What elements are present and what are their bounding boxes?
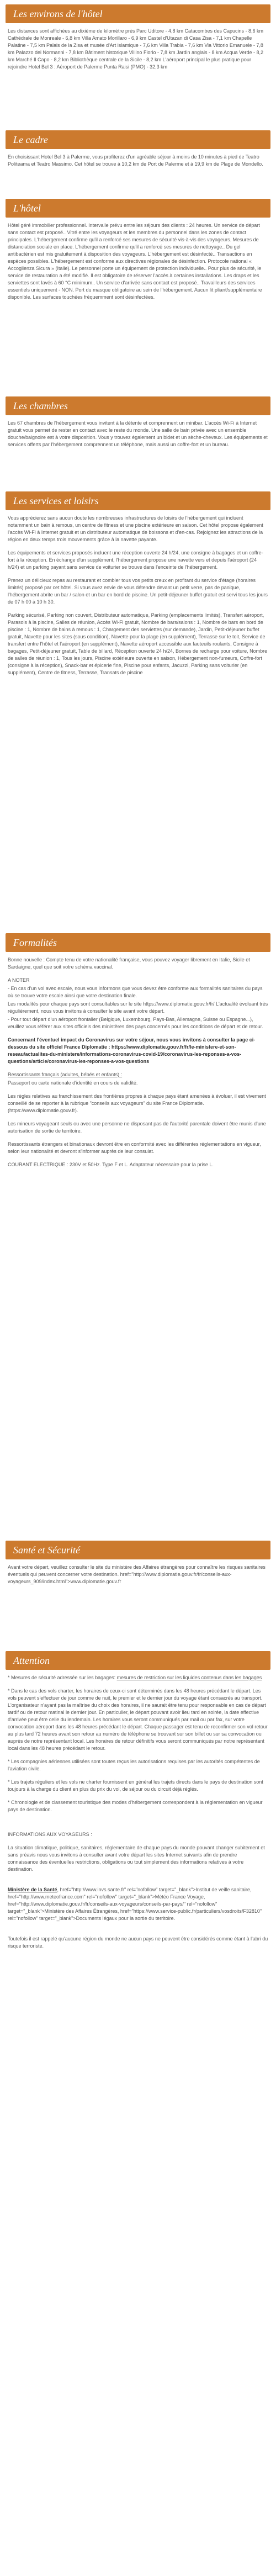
- paragraph: - En cas d'un vol avec escale, nous vous informons que vous devez être conforme aux formalités sanitaires du pays où se trouve votre escale ainsi que votre destination finale.: [8, 986, 263, 998]
- paragraph: Ressortissants étrangers et binationaux devront être en conformité avec les différentes réglementations en vigueur, selon leur nationalité et devront s'informer auprès de leur consulat.: [8, 1141, 261, 1154]
- paragraph: [8, 1674, 268, 1681]
- section-heading: Le cadre: [6, 130, 270, 149]
- section-sante: [0, 1541, 276, 1591]
- section-heading: Formalités: [6, 933, 270, 952]
- section-chambres: [0, 396, 276, 454]
- paragraph: INFORMATIONS AUX VOYAGEURS :: [8, 1832, 92, 1837]
- section-heading: Santé et Sécurité: [6, 1541, 270, 1559]
- section-formalites: [0, 933, 276, 1175]
- paragraph: Passeport ou carte nationale d'identité en cours de validité.: [8, 1080, 138, 1086]
- paragraph: * Les compagnies aériennes utilisées sont toutes reçus les autorisations requises par les autorités compétentes de l'aviation civile.: [8, 1759, 260, 1771]
- section-services: [0, 491, 276, 683]
- liquids-link[interactable]: mesures de restriction sur les liquides contenus dans les bagages: [116, 1675, 262, 1680]
- paragraph: Prenez un délicieux repas au restaurant et combler tous vos petits creux en profitant du service d'étage (horaires limités) proposé par cet hôtel. Si vous avez envie de vous détendre devant un petit verre, pas de panique, l'hébergement abrite un bar / salon et un bar en bord de piscine. Un petit-déjeuner buffet gratuit est servi tous les jours de 07 h 00 à 10 h 30.: [8, 578, 268, 605]
- section-cadre: [0, 130, 276, 174]
- paragraph: Toutefois il est rappelé qu'aucune région du monde ne aucun pays ne peuvent être considérés comme étant à l'abri du risque terroriste.: [8, 1936, 268, 1949]
- section-heading: L'hôtel: [6, 199, 270, 218]
- sante-link[interactable]: Ministère de la Santé: [8, 1887, 57, 1892]
- text: * Mesures de sécurité adressée sur les bagages:: [8, 1675, 117, 1680]
- paragraph: A NOTER: [8, 977, 30, 983]
- section-heading: Les environs de l'hôtel: [6, 4, 270, 23]
- paragraph: Les mineurs voyageant seuls ou avec une personne ne disposant pas de l'autorité parentale doivent être munis d'une autorisation de sortie de territoire.: [8, 1121, 266, 1134]
- paragraph: - Pour tout départ d'un aéroport frontalier (Belgique, Luxembourg, Pays-Bas, Allemagne, Suisse ou Espagne...), veuillez vous référer aux sites officiels des ministères des pays concernés pour les conditions de départ et de retour.: [8, 1017, 263, 1029]
- paragraph: Les règles relatives au franchissement des frontières propres à chaque pays étant amenées à évoluer, il est vivement conseillé de se reporter à la rubrique "conseils aux voyageurs" du site France Diplomatie.(https://www.diplomatie.gouv.fr).: [8, 1093, 266, 1113]
- paragraph-underline: Ressortissants français (adultes, bébés et enfants) :: [8, 1072, 123, 1077]
- text: , href="http://www.invs.sante.fr" rel="nofollow" target="_blank">Institut de veille sanitaire, href="http://www.meteofrance.com" rel="nofollow" target="_blank">Météo France Voyage, href="http://www.diplomatie.gouv.fr/fr/conseils-aux-voyageurs/conseils-par-pays/" rel="nofollow" target="_blank">Ministère des Affaires Étrangères, href="https://www.service-public.fr/particuliers/vosdroits/F32810" rel="nofollow" target="_blank">Documents légaux pour la sortie du territoire.: [8, 1887, 262, 1921]
- paragraph: La situation climatique, politique, sanitaires, réglementaire de chaque pays du monde pouvant changer subitement et sans préavis nous vous invitons à consulter avant votre départ les sites Internet suivants afin de prendre connaissance des éventuelles restrictions, obligations ou tout simplement des informations relatives à votre destination.: [8, 1845, 265, 1872]
- section-heading: Attention: [6, 1651, 270, 1670]
- paragraph: Les modalités pour chaque pays sont consultables sur le site https://www.diplomatie.gouv.fr/fr/ L'actualité évoluant très régulièrement, nous vous invitons à consulter le site avant votre départ.: [8, 1001, 268, 1014]
- section-attention: [0, 1651, 276, 1956]
- section-environs: [0, 4, 276, 77]
- paragraph: Avant votre départ, veuillez consulter le site du ministère des Affaires étrangères pour connaître les risques sanitaires éventuels qui peuvent concerner votre destination. href="http://www.diplomatie.gouv.fr/fr/conseils-aux-voyageurs_909/index.html">www.diplomatie.gouv.fr: [8, 1564, 266, 1584]
- paragraph: Vous apprécierez sans aucun doute les nombreuses infrastructures de loisirs de l'hébergement qui incluent notamment un bain à remous, un centre de fitness et une piscine extérieure en saison. Cet hôtel propose également l'accès Wi-Fi à Internet gratuit et un distributeur automatique de boissons et d'en-cas. Rejoignez les attractions de la région en deux temps trois mouvements grâce à la navette payante.: [8, 515, 263, 542]
- paragraph-bold: Concernant l'éventuel impact du Coronavirus sur votre séjour, nous vous invitons à consulter la page ci-dessous du site officiel France Diplomatie : https://www.diplomatie.gouv.fr/fr/le-ministere-et-son-reseau/actualites-du-ministere/informations-coronavirus-covid-19/coronavirus-les-reponses-a-vos-questions/article/coronavirus-les-reponses-a-vos-questions: [8, 1037, 256, 1064]
- paragraph: * Les trajets réguliers et les vols ne charter fournissent en général les trajets directs dans le pays de destination sont toujours à la charge du client en plus du prix du vol, de séjour ou du circuit déjà réglés.: [8, 1779, 263, 1792]
- paragraph: * Chronologie et de classement touristique des modes d'hébergement correspondent à la réglementation en vigueur pays de destination.: [8, 1800, 263, 1812]
- paragraph: Les 67 chambres de l'hébergement vous invitent à la détente et comprennent un minibar. L'accès Wi-Fi à Internet gratuit vous permet de rester en contact avec le reste du monde. Une salle de bain privée avec un ensemble douche/baignoire est à votre disposition. Vous y trouvez également un bidet et un sèche-cheveux. Les équipements et services offerts par l'hébergement comprennent un téléphone, mais aussi un coffre-fort et un bureau.: [8, 420, 268, 447]
- paragraph: Les équipements et services proposés incluent une réception ouverte 24 h/24, une consigne à bagages et un coffre-fort à la réception. En échange d'un supplément, l'hébergement propose une navette vers et depuis l'aéroport (24 h/24) et un parking payant sans service de voiturier se trouve dans l'enceinte de l'hébergement.: [8, 550, 263, 570]
- paragraph: En choisissant Hotel Bel 3 à Palerme, vous profiterez d'un agréable séjour à moins de 10 minutes à pied de Teatro Politeama et Teatro Massimo. Cet hôtel se trouve à 10,2 km de Port de Palerme et à 19,9 km de Plage de Mondello.: [8, 154, 263, 167]
- section-heading: Les services et loisirs: [6, 491, 270, 510]
- paragraph: Les distances sont affichées au dixième de kilomètre près Parc Uditore - 4,8 km Catacombes des Capucins - 8,6 km Cathédrale de Monreale - 6,8 km Villa Amato Morillaro - 6,9 km Castel d'Utazan di Casa Zisa - 7,1 km Chapelle Palatine - 7,5 km Palais de la Zisa et musée d'Art islamique - 7,6 km Villa Trabia - 7,6 km Via Vittorio Emanuele - 7,8 km Palazzo dei Normanni - 7,8 km Bâtiment historique Villino Florio - 7,8 km Jardin anglais - 8 km Acqua Verde - 8,2 km Marché Il Capo - 8,2 km Bibliothèque centrale de la Sicile - 8,2 km L'aéroport principal le plus pratique pour rejoindre Hotel Bel 3 : Aéroport de Palerme Punta Raisi (PMO) - 32,3 km: [8, 28, 264, 70]
- paragraph: COURANT ELECTRIQUE : 230V et 50Hz. Type F et L. Adaptateur nécessaire pour la prise L.: [8, 1162, 214, 1167]
- paragraph: [8, 1886, 268, 1922]
- paragraph: Parking sécurisé, Parking non couvert, Distributeur automatique, Parking (emplacements limités), Transfert aéroport, Parasols à la piscine, Salles de réunion, Accès Wi-Fi gratuit, Nombre de bars/salons : 1, Nombre de bars en bord de piscine : 1, Nombre de bains à remous : 1, Chargement des serviettes (sur demande), Jardin, Petit-déjeuner buffet gratuit, Navette pour les sites (sous condition), Navette pour la plage (en supplément), Terrasse sur le toit, Service de transfert entre l'hôtel et l'aéroport (en supplément), Navette aéroport accessible aux fauteuils roulants, Consigne à bagages, Petit-déjeuner gratuit, Table de billard, Réception ouverte 24 h/24, Bornes de recharge pour voiture, Nombre de salles de réunion : 1, Tous les jours, Piscine extérieure ouverte en saison, Hébergement non-fumeurs, Coffre-fort (consigne à la réception), Snack-bar et épicerie fine, Piscine pour enfants, Jacuzzi, Parking sans voiturier (en supplément), Centre de fitness, Terrasse, Transats de piscine: [8, 612, 268, 675]
- paragraph: Hôtel géré immobilier professionnel. Intervalle prévu entre les séjours des clients : 24 heures. Un service de départ sans contact est proposé.. Vitré entre les voyageurs et les membres du personnel dans les zones de contact principales. L'hébergement confirme qu'il a renforcé ses mesures de sécurité vis-à-vis des voyageurs. Mesures de distanciation sociale en place. L'hébergement confirme qu'il a renforcé ses mesures de nettoyage.. Du gel antibactérien est mis gratuitement à disposition des voyageurs. L'hébergement est désinfecté.. Transactions en espèces possibles. L'hébergement est conforme aux directives régionales de désinfection. Protocole national « Accoglienza Sicura » (Italie). Le personnel porte un équipement de protection individuelle.. Pour plus de sécurité, le service de restauration a été modifié. Il est obligatoire de réserver l'accès à certaines installations. Les draps et les serviettes sont lavés à 60 °C minimum.. Un service d'arrivée sans contact est proposé.. Travailleurs des services essentiels uniquement - NON. Port du masque obligatoire au sein de l'hébergement. Aucun lit pliant/supplémentaire disponible. Les surfaces touchées fréquemment sont désinfectées.: [8, 223, 262, 300]
- section-heading: Les chambres: [6, 396, 270, 415]
- paragraph: Bonne nouvelle : Compte tenu de votre nationalité française, vous pouvez voyager librement en Italie, Sicile et Sardaigne, quel que soit votre schéma vaccinal.: [8, 957, 250, 970]
- section-hotel: [0, 199, 276, 307]
- paragraph: * Dans le cas des vols charter, les horaires de ceux-ci sont déterminés dans les 48 heures précédant le départ. Les vols peuvent s'effectuer de jour comme de nuit, le premier et le dernier jour du voyage étant consacrés au transport. L'organisateur n'ayant pas la maîtrise du choix des horaires, il ne saurait être tenu pour responsable en cas de départ tardif ou de retour matinal le dernier jour. En particulier, le départ pouvant avoir lieu tard en soirée, la date effective d'arrivée peut être celle du lendemain. Les horaires vous seront communiqués par mail ou par fax, sur votre convocation aéroport dans les 48 heures précédant le départ. Chaque passager est tenu de reconfirmer son vol retour au plus tard 72 heures avant son retour au numéro de téléphone se trouvant sur son billet ou sur sa convocation ou auprès de notre représentant local. Les horaires de retour définitifs vous seront communiqués par notre représentant local dans les 48 heures précédant le retour.: [8, 1688, 268, 1751]
